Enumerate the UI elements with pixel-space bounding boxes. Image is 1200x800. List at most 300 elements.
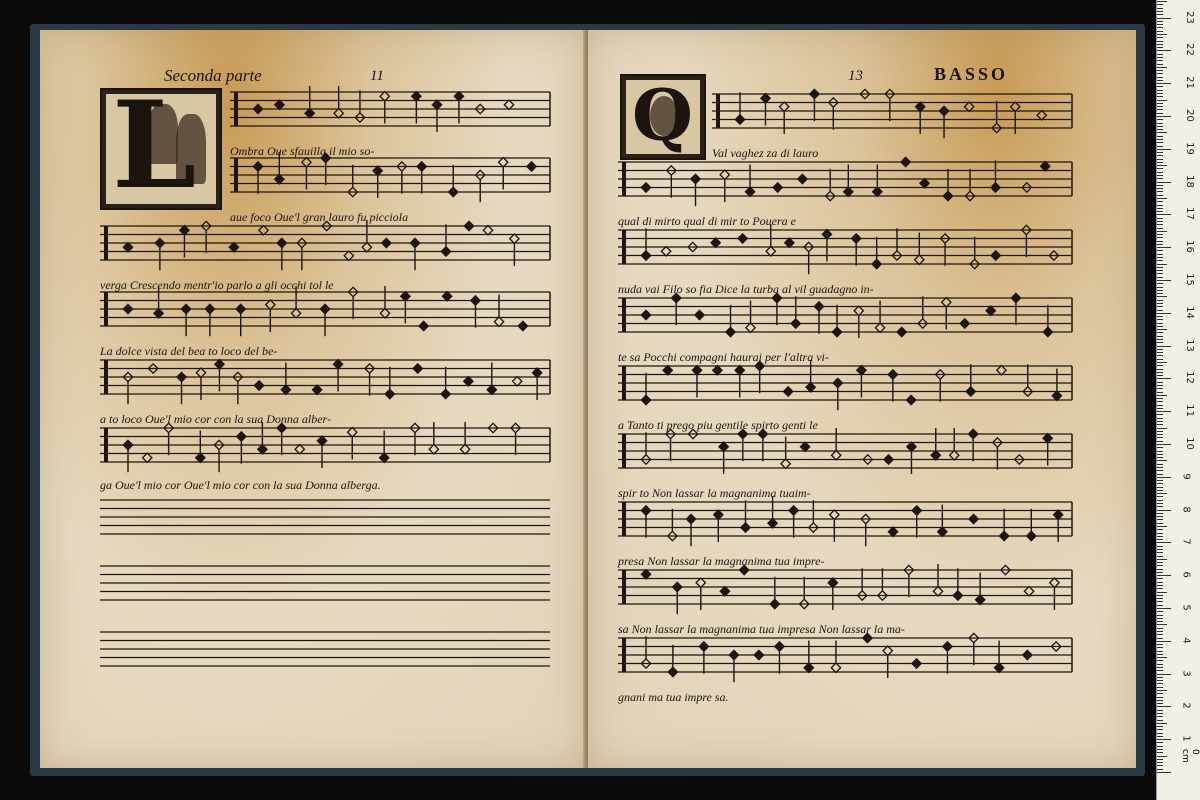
ruler-number: 20	[1183, 109, 1195, 122]
ruler-tick	[1157, 218, 1163, 219]
ruler-tick	[1157, 638, 1163, 639]
ruler-tick	[1157, 441, 1163, 442]
ruler-tick	[1157, 188, 1163, 189]
ruler-tick	[1157, 683, 1163, 684]
ruler-tick	[1157, 155, 1163, 156]
initial-letter-l: L	[112, 75, 197, 216]
ruler-tick	[1157, 483, 1163, 484]
ruler-tick	[1157, 290, 1163, 291]
ruler-tick	[1157, 477, 1171, 478]
ruler-tick	[1157, 172, 1163, 173]
ruler-tick	[1157, 175, 1163, 176]
ruler-tick	[1157, 119, 1163, 120]
ruler-tick	[1157, 444, 1171, 445]
lyric-line: qual di mirto qual di mir to Pouera e	[618, 214, 796, 228]
lyric-line: ga Oue'l mio cor Oue'l mio cor con la sua Donna alberga.	[100, 478, 381, 492]
ruler-tick	[1157, 664, 1163, 665]
ruler-tick	[1157, 578, 1163, 579]
ruler-tick	[1157, 54, 1163, 55]
ruler-tick	[1157, 293, 1163, 294]
ruler-tick	[1157, 146, 1163, 147]
ruler-tick	[1157, 565, 1163, 566]
ruler-tick	[1157, 300, 1163, 301]
ruler-tick	[1157, 710, 1163, 711]
ruler-tick	[1157, 756, 1167, 757]
ruler-tick	[1157, 408, 1163, 409]
ruler-tick	[1157, 434, 1163, 435]
ruler-tick	[1157, 470, 1163, 471]
ruler-tick	[1157, 759, 1163, 760]
ruler-tick	[1157, 765, 1163, 766]
ruler-number: 14	[1183, 305, 1195, 319]
ruler-tick	[1157, 546, 1163, 547]
ruler-tick	[1157, 224, 1163, 225]
ruler-tick	[1157, 359, 1163, 360]
ruler-tick	[1157, 136, 1163, 137]
ruler-tick	[1157, 401, 1163, 402]
ruler-number: 12	[1183, 371, 1195, 385]
right-page-number: 13	[848, 68, 863, 84]
ruler-number: 4	[1180, 637, 1192, 644]
ruler-tick	[1157, 480, 1163, 481]
ruler-tick	[1157, 690, 1167, 691]
ruler-tick	[1157, 103, 1163, 104]
ruler-tick	[1157, 18, 1171, 19]
ruler-tick	[1157, 506, 1163, 507]
ruler-tick	[1157, 221, 1163, 222]
left-page-header-title: Seconda parte	[164, 66, 262, 85]
ruler-tick	[1157, 247, 1171, 248]
ruler-tick	[1157, 313, 1171, 314]
ruler-tick	[1157, 260, 1163, 261]
ruler-tick	[1157, 418, 1163, 419]
ruler-tick	[1157, 162, 1163, 163]
ruler-tick	[1157, 365, 1163, 366]
ruler-tick	[1157, 277, 1163, 278]
ruler-tick	[1157, 752, 1163, 753]
ruler-tick	[1157, 513, 1163, 514]
ruler-tick	[1157, 185, 1163, 186]
ruler-tick	[1157, 254, 1163, 255]
ruler-tick	[1157, 493, 1167, 494]
staff-right-3	[618, 224, 1072, 274]
ruler-tick	[1157, 569, 1163, 570]
ruler-tick	[1157, 257, 1163, 258]
ruler-tick	[1157, 687, 1163, 688]
ruler-tick	[1157, 283, 1163, 284]
ruler-tick	[1157, 437, 1163, 438]
ruler-tick	[1157, 126, 1163, 127]
ruler-tick	[1157, 562, 1163, 563]
ruler-tick	[1157, 588, 1163, 589]
ruler-number: 23	[1183, 10, 1195, 24]
ruler-tick	[1157, 431, 1163, 432]
ruler-tick	[1157, 47, 1163, 48]
ruler-tick	[1157, 129, 1163, 130]
ruler-tick	[1157, 539, 1163, 540]
initial-letter-q: Q	[632, 74, 693, 157]
ruler-tick	[1157, 234, 1163, 235]
lyric-line: gnani ma tua impre sa.	[618, 690, 729, 704]
ruler-tick	[1157, 500, 1163, 501]
ruler-tick	[1157, 749, 1163, 750]
ruler-tick	[1157, 474, 1163, 475]
ruler-number: 3	[1180, 669, 1192, 677]
ruler-tick	[1157, 267, 1163, 268]
ruler-tick	[1157, 447, 1163, 448]
ruler-tick	[1157, 467, 1163, 468]
ruler-tick	[1157, 355, 1163, 356]
ruler-tick	[1157, 195, 1163, 196]
ruler-tick	[1157, 123, 1163, 124]
ruler-tick	[1157, 706, 1171, 707]
ruler-number: 22	[1183, 43, 1195, 57]
ruler-tick	[1157, 44, 1163, 45]
ruler-tick	[1157, 70, 1163, 71]
ruler-tick	[1157, 542, 1171, 543]
ruler-tick	[1157, 615, 1163, 616]
ruler-tick	[1157, 392, 1163, 393]
ruler-tick	[1157, 349, 1163, 350]
ruler-tick	[1157, 398, 1163, 399]
ruler-tick	[1157, 191, 1163, 192]
ruler-tick	[1157, 37, 1163, 38]
ruler-tick	[1157, 109, 1163, 110]
ruler-tick	[1157, 411, 1171, 412]
ruler-tick	[1157, 395, 1167, 396]
ruler-tick	[1157, 77, 1163, 78]
ruler-tick	[1157, 382, 1163, 383]
staff-right-5	[618, 360, 1072, 410]
ruler-tick	[1157, 96, 1163, 97]
ruler-tick	[1157, 582, 1163, 583]
ruler-tick	[1157, 628, 1163, 629]
ruler-tick	[1157, 86, 1163, 87]
ruler-tick	[1157, 611, 1163, 612]
ruler-tick	[1157, 592, 1167, 593]
left-page	[40, 30, 585, 768]
ruler-tick	[1157, 329, 1167, 330]
ruler-tick	[1157, 549, 1163, 550]
ruler-tick	[1157, 657, 1167, 658]
ruler-tick	[1157, 608, 1171, 609]
ruler-tick	[1157, 64, 1163, 65]
ruler-tick	[1157, 451, 1163, 452]
ruler-tick	[1157, 83, 1171, 84]
left-page-number: 11	[370, 68, 384, 84]
ruler-tick	[1157, 667, 1163, 668]
ruler-tick	[1157, 424, 1163, 425]
ruler-tick	[1157, 697, 1163, 698]
staff-right-6	[618, 428, 1072, 474]
lyric-line: La dolce vista del bea to loco del be-	[100, 344, 278, 358]
ruler-tick	[1157, 769, 1163, 770]
ruler-tick	[1157, 523, 1163, 524]
ruler-tick	[1157, 729, 1163, 730]
ruler-tick	[1157, 556, 1163, 557]
ruler-tick	[1157, 31, 1163, 32]
ruler-tick	[1157, 414, 1163, 415]
ruler-tick	[1157, 677, 1163, 678]
ruler-tick	[1157, 762, 1163, 763]
ruler-tick	[1157, 362, 1167, 363]
ruler-tick	[1157, 733, 1163, 734]
staff-left-3	[100, 220, 550, 270]
lyric-line: verga Crescendo mentr'io parlo a gli occhi tol le	[100, 278, 334, 292]
ruler-tick	[1157, 100, 1167, 101]
ruler-tick	[1157, 490, 1163, 491]
ruler-number: 6	[1180, 571, 1192, 578]
ruler-tick	[1157, 736, 1163, 737]
ruler-number: 16	[1183, 240, 1195, 254]
ruler-tick	[1157, 526, 1167, 527]
ruler-tick	[1157, 132, 1167, 133]
ruler-tick	[1157, 533, 1163, 534]
ruler-tick	[1157, 369, 1163, 370]
ruler-tick	[1157, 605, 1163, 606]
ruler-tick	[1157, 198, 1167, 199]
ruler-tick	[1157, 559, 1167, 560]
ruler-tick	[1157, 375, 1163, 376]
right-page	[588, 30, 1136, 768]
lyric-line: a Tanto ti prego piu gentile spirto genti le	[618, 418, 818, 432]
lyric-line: presa Non lassar la magnanima tua impre-	[618, 554, 825, 568]
ruler-tick	[1157, 24, 1163, 25]
ruler-tick	[1157, 388, 1163, 389]
ruler-tick	[1157, 57, 1163, 58]
ruler-tick	[1157, 654, 1163, 655]
ruler-tick	[1157, 152, 1163, 153]
ruler-tick	[1157, 90, 1163, 91]
ruler-tick	[1157, 487, 1163, 488]
ruler-tick	[1157, 742, 1163, 743]
ruler-tick	[1157, 651, 1163, 652]
lyric-line: aue foco Oue'l gran lauro fu picciola	[230, 210, 409, 224]
ruler-tick	[1157, 273, 1163, 274]
staff-left-2	[230, 152, 550, 202]
right-page-header-title: BASSO	[934, 64, 1009, 84]
staff-left-9	[100, 632, 550, 666]
ruler-number: 2	[1180, 702, 1192, 710]
staff-right-7	[618, 496, 1072, 546]
ruler-tick	[1157, 703, 1163, 704]
ruler-tick	[1157, 287, 1163, 288]
ruler-tick	[1157, 674, 1171, 675]
ruler-tick	[1157, 228, 1163, 229]
ruler-tick	[1157, 552, 1163, 553]
ruler-tick	[1157, 332, 1163, 333]
ruler-tick	[1157, 464, 1163, 465]
ruler-tick	[1157, 231, 1167, 232]
ruler-tick	[1157, 519, 1163, 520]
ruler-tick	[1157, 421, 1163, 422]
ruler-number: 1	[1180, 735, 1192, 742]
music-staves-left	[40, 30, 585, 768]
ruler-tick	[1157, 503, 1163, 504]
staff-left-4	[100, 286, 550, 336]
ruler-tick	[1157, 205, 1163, 206]
ruler-tick	[1157, 720, 1163, 721]
ruler-tick	[1157, 244, 1163, 245]
ruler-tick	[1157, 680, 1163, 681]
ruler-tick	[1157, 496, 1163, 497]
ruler-tick	[1157, 385, 1163, 386]
ruler-tick	[1157, 372, 1163, 373]
staff-right-2	[618, 157, 1072, 206]
ruler-tick	[1157, 326, 1163, 327]
ruler-tick	[1157, 113, 1163, 114]
ruler-tick	[1157, 139, 1163, 140]
ruler-tick	[1157, 201, 1163, 202]
ruler-tick	[1157, 454, 1163, 455]
ruler-tick	[1157, 214, 1171, 215]
ruler-unit-label: 0 cm	[1180, 749, 1200, 763]
ruler-tick	[1157, 529, 1163, 530]
ruler-tick	[1157, 624, 1167, 625]
lyric-line: sa Non lassar la magnanima tua impresa Non lassar la ma-	[618, 622, 905, 636]
ruler-tick	[1157, 80, 1163, 81]
staff-left-6	[100, 422, 550, 472]
ruler-number: 8	[1180, 505, 1192, 513]
ruler-tick	[1157, 739, 1171, 740]
ruler-tick	[1157, 306, 1163, 307]
lyric-line: Val vaghez za di lauro	[712, 146, 819, 160]
ruler-tick	[1157, 641, 1171, 642]
ruler-tick	[1157, 149, 1171, 150]
ruler-tick	[1157, 693, 1163, 694]
ruler-tick	[1157, 165, 1167, 166]
ruler-tick	[1157, 572, 1163, 573]
staff-right-8	[618, 564, 1072, 614]
ruler-tick	[1157, 241, 1163, 242]
ruler-number: 15	[1183, 273, 1195, 286]
ruler-tick	[1157, 316, 1163, 317]
ruler-tick	[1157, 34, 1167, 35]
ruler-tick	[1157, 67, 1167, 68]
ruler-tick	[1157, 250, 1163, 251]
ruler-tick	[1157, 182, 1171, 183]
ruler-tick	[1157, 631, 1163, 632]
staff-left-8	[100, 566, 550, 600]
ruler-tick	[1157, 595, 1163, 596]
ruler-number: 11	[1183, 404, 1195, 418]
measuring-ruler	[1156, 0, 1200, 800]
ruler-tick	[1157, 270, 1163, 271]
lyric-line: spir to Non lassar la magnanima tuaim-	[618, 486, 811, 500]
lyric-line: a to loco Oue'l mio cor con la sua Donna alber-	[100, 412, 331, 426]
ruler-tick	[1157, 237, 1163, 238]
ruler-tick	[1157, 723, 1167, 724]
ruler-tick	[1157, 1, 1167, 2]
ruler-tick	[1157, 726, 1163, 727]
ruler-tick	[1157, 280, 1171, 281]
ruler-tick	[1157, 336, 1163, 337]
ruler-tick	[1157, 621, 1163, 622]
lyric-line: te sa Pocchi compagni haurai per l'altra vi-	[618, 350, 829, 364]
ruler-tick	[1157, 536, 1163, 537]
staff-right-4	[618, 293, 1072, 338]
ruler-number: 19	[1183, 141, 1195, 155]
ruler-number: 5	[1180, 604, 1192, 611]
ruler-tick	[1157, 346, 1171, 347]
ruler-number: 18	[1183, 174, 1195, 188]
ruler-tick	[1157, 159, 1163, 160]
ruler-tick	[1157, 378, 1171, 379]
ruler-tick	[1157, 50, 1171, 51]
ruler-tick	[1157, 772, 1171, 773]
ruler-tick	[1157, 575, 1171, 576]
ruler-tick	[1157, 106, 1163, 107]
lyric-line: Ombra Oue sfauilla il mio so-	[230, 144, 375, 158]
ruler-tick	[1157, 116, 1171, 117]
ruler-number: 10	[1183, 437, 1195, 450]
ruler-tick	[1157, 601, 1163, 602]
staff-right-9	[618, 633, 1072, 682]
staff-left-1	[230, 86, 550, 132]
ruler-tick	[1157, 634, 1163, 635]
ruler-tick	[1157, 27, 1163, 28]
ruler-tick	[1157, 8, 1163, 9]
ruler-tick	[1157, 457, 1163, 458]
ruler-tick	[1157, 618, 1163, 619]
ruler-number: 7	[1180, 538, 1192, 546]
ruler-tick	[1157, 510, 1171, 511]
staff-left-7	[100, 500, 550, 534]
ruler-tick	[1157, 660, 1163, 661]
ruler-tick	[1157, 460, 1167, 461]
ruler-tick	[1157, 208, 1163, 209]
ruler-tick	[1157, 647, 1163, 648]
ruler-tick	[1157, 339, 1163, 340]
ruler-tick	[1157, 713, 1163, 714]
lyric-line: nuda vai Filo so fia Dice la turba al vil guadagno in-	[618, 282, 874, 296]
ruler-tick	[1157, 14, 1163, 15]
ruler-tick	[1157, 405, 1163, 406]
ruler-tick	[1157, 303, 1163, 304]
ruler-tick	[1157, 264, 1167, 265]
ruler-tick	[1157, 670, 1163, 671]
ruler-tick	[1157, 585, 1163, 586]
ruler-tick	[1157, 168, 1163, 169]
staff-right-1	[712, 89, 1072, 138]
ruler-number: 13	[1183, 338, 1195, 352]
ruler-tick	[1157, 700, 1163, 701]
ruler-number: 21	[1183, 76, 1195, 90]
ruler-tick	[1157, 746, 1163, 747]
ruler-tick	[1157, 516, 1163, 517]
ruler-tick	[1157, 296, 1167, 297]
ruler-tick	[1157, 342, 1163, 343]
ruler-tick	[1157, 41, 1163, 42]
staff-left-5	[100, 360, 550, 405]
ruler-tick	[1157, 310, 1163, 311]
ruler-tick	[1157, 178, 1163, 179]
music-staves-right	[588, 30, 1136, 768]
ruler-number: 9	[1180, 473, 1192, 480]
ruler-tick	[1157, 598, 1163, 599]
ruler-tick	[1157, 60, 1163, 61]
ruler-tick	[1157, 21, 1163, 22]
ruler-tick	[1157, 716, 1163, 717]
ruler-tick	[1157, 211, 1163, 212]
ruler-tick	[1157, 644, 1163, 645]
ruler-tick	[1157, 11, 1163, 12]
ruler-tick	[1157, 142, 1163, 143]
ruler-tick	[1157, 352, 1163, 353]
ruler-tick	[1157, 323, 1163, 324]
ruler-tick	[1157, 93, 1163, 94]
ruler-tick	[1157, 73, 1163, 74]
